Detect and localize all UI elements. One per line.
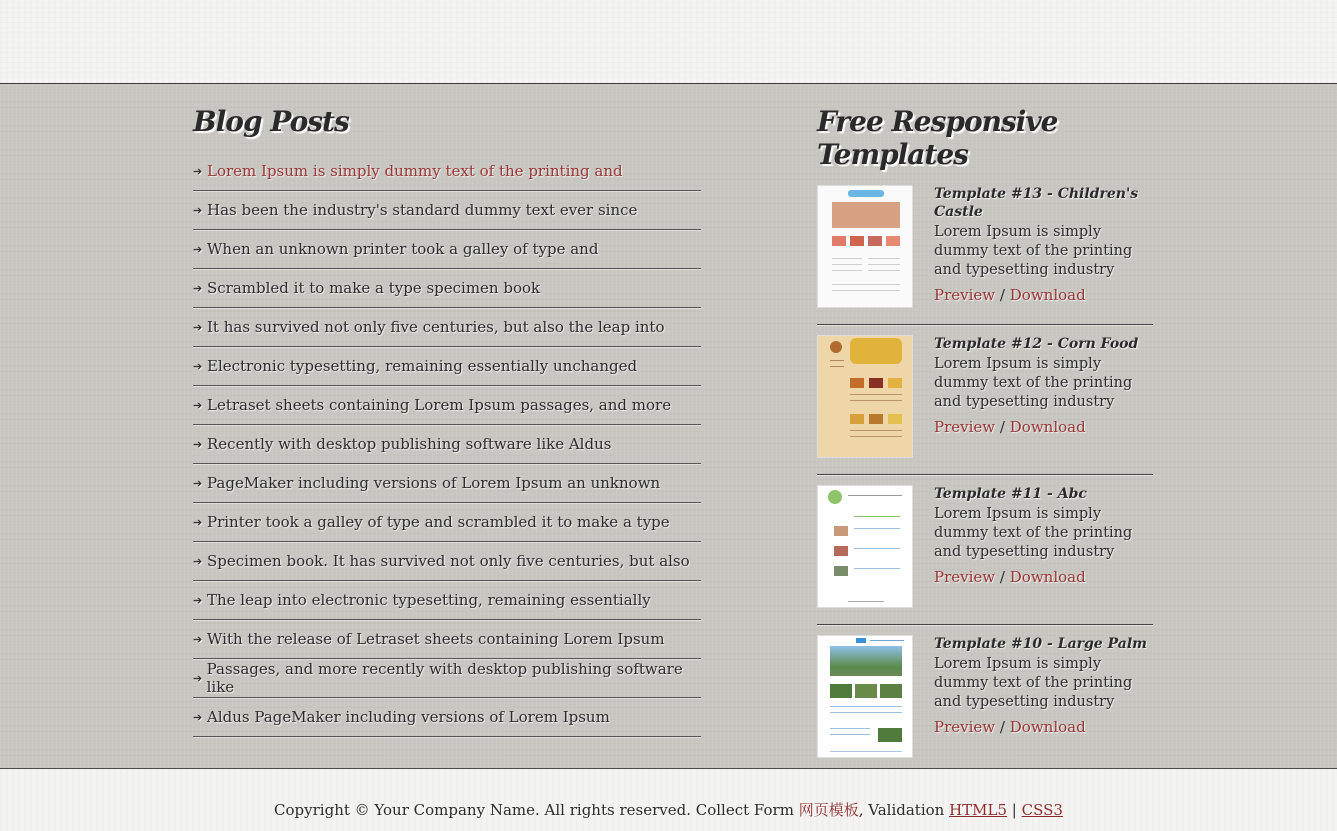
thumb-text-line (868, 270, 900, 271)
template-links (934, 568, 1156, 586)
arrow-icon: ➔ (193, 710, 203, 724)
preview-link[interactable]: Preview (934, 568, 996, 586)
template-description: Lorem Ipsum is simply dummy text of the printing and typesetting industry (934, 656, 1133, 710)
arrow-icon: ➔ (193, 359, 203, 373)
arrow-icon: ➔ (193, 554, 203, 568)
arrow-icon: ➔ (193, 398, 203, 412)
thumb-text-line (868, 258, 900, 259)
blog-post-item[interactable] (193, 425, 701, 464)
thumb-footer (848, 601, 884, 602)
css3-link[interactable]: CSS3 (1021, 801, 1063, 819)
thumb-text-line (854, 516, 900, 517)
thumb-footer (830, 751, 902, 752)
download-link[interactable]: Download (1009, 286, 1086, 304)
link-separator: / (999, 718, 1005, 736)
thumb-text-line (850, 394, 902, 395)
thumb-photo (834, 546, 848, 556)
blog-post-item[interactable] (193, 542, 701, 581)
template-title: Template #13 - Children's Castle (934, 186, 1139, 220)
template-links (934, 286, 1156, 304)
thumb-text-line (832, 270, 862, 271)
arrow-icon: ➔ (193, 164, 203, 178)
template-description: Lorem Ipsum is simply dummy text of the printing and typesetting industry (934, 224, 1133, 278)
template-title: Template #10 - Large Palm (934, 636, 1147, 652)
blog-post-item[interactable] (193, 386, 701, 425)
blog-post-link[interactable]: Aldus PageMaker including versions of Lorem Ipsum (207, 708, 610, 726)
thumb-photo (888, 414, 902, 424)
link-separator: / (999, 286, 1005, 304)
blog-post-link[interactable]: Recently with desktop publishing software like Aldus (207, 435, 612, 453)
thumb-photo (886, 236, 900, 246)
arrow-icon: ➔ (193, 476, 203, 490)
thumb-text-line (850, 400, 902, 401)
arrow-icon: ➔ (193, 281, 203, 295)
thumb-photo (850, 338, 902, 364)
template-card (817, 485, 1153, 625)
blog-post-item[interactable] (193, 503, 701, 542)
template-thumbnail-abc[interactable] (817, 485, 913, 608)
validation-text: , Validation (858, 801, 950, 819)
thumb-text-line (868, 264, 900, 265)
thumb-text-line (832, 264, 862, 265)
link-separator: / (999, 418, 1005, 436)
thumb-logo (828, 490, 842, 504)
blog-post-link[interactable]: Has been the industry's standard dummy text ever since (207, 201, 638, 219)
download-link[interactable]: Download (1009, 568, 1086, 586)
blog-posts-section (193, 105, 701, 737)
thumb-photo (832, 202, 900, 228)
footer-text (0, 799, 1337, 820)
thumb-text-line (830, 712, 902, 713)
arrow-icon: ➔ (193, 632, 203, 646)
blog-post-link[interactable]: Electronic typesetting, remaining essentially unchanged (207, 357, 638, 375)
blog-post-item[interactable] (193, 581, 701, 620)
thumb-photo (850, 414, 864, 424)
thumb-photo (830, 646, 902, 676)
arrow-icon: ➔ (193, 437, 203, 451)
html5-link[interactable]: HTML5 (949, 801, 1008, 819)
blog-post-item[interactable] (193, 269, 701, 308)
thumb-text-line (850, 430, 902, 431)
blog-post-link[interactable]: The leap into electronic typesetting, remaining essentially (207, 591, 651, 609)
blog-posts-heading: Blog Posts (193, 105, 349, 138)
thumb-photo (855, 684, 877, 698)
thumb-photo (850, 378, 864, 388)
arrow-icon: ➔ (193, 593, 203, 607)
preview-link[interactable]: Preview (934, 718, 996, 736)
template-title: Template #11 - Abc (934, 486, 1087, 502)
thumb-photo (850, 236, 864, 246)
template-card (817, 335, 1153, 475)
templates-section (817, 105, 1153, 785)
template-description: Lorem Ipsum is simply dummy text of the printing and typesetting industry (934, 506, 1133, 560)
template-info (934, 185, 1156, 304)
blog-post-link[interactable]: It has survived not only five centuries, but also the leap into (207, 318, 665, 336)
template-thumbnail-corn-food[interactable] (817, 335, 913, 458)
thumb-text-line (850, 436, 902, 437)
blog-post-link[interactable]: With the release of Letraset sheets containing Lorem Ipsum (207, 630, 665, 648)
template-thumbnail-childrens-castle[interactable] (817, 185, 913, 308)
thumb-photo (878, 728, 902, 742)
arrow-icon: ➔ (193, 671, 203, 685)
blog-post-item[interactable] (193, 347, 701, 386)
thumb-photo (834, 526, 848, 536)
footer (0, 769, 1337, 831)
arrow-icon: ➔ (193, 320, 203, 334)
arrow-icon: ➔ (193, 242, 203, 256)
thumb-text-line (854, 528, 900, 529)
thumb-banner (848, 190, 884, 197)
template-info (934, 485, 1156, 586)
thumb-text-line (854, 548, 900, 549)
blog-post-link[interactable]: Scrambled it to make a type specimen book (207, 279, 541, 297)
blog-post-link[interactable]: Passages, and more recently with desktop publishing software like (206, 660, 683, 696)
thumb-text-line (830, 706, 902, 707)
blog-posts-list (193, 152, 701, 737)
footer-separator: | (1007, 801, 1022, 819)
blog-post-item[interactable] (193, 308, 701, 347)
download-link[interactable]: Download (1009, 418, 1086, 436)
thumb-photo (830, 684, 852, 698)
blog-post-item[interactable] (193, 698, 701, 737)
thumb-photo (888, 378, 902, 388)
template-title: Template #12 - Corn Food (934, 336, 1139, 352)
template-info (934, 635, 1156, 736)
download-link[interactable]: Download (1009, 718, 1086, 736)
thumb-photo (868, 236, 882, 246)
arrow-icon: ➔ (193, 203, 203, 217)
thumb-logo (830, 341, 842, 353)
thumb-text-line (830, 728, 870, 729)
preview-link[interactable]: Preview (934, 286, 996, 304)
thumb-nav (856, 638, 866, 643)
template-card (817, 635, 1153, 775)
template-description: Lorem Ipsum is simply dummy text of the printing and typesetting industry (934, 356, 1133, 410)
thumb-text-line (830, 360, 844, 361)
thumb-text-line (830, 734, 870, 735)
thumb-photo (832, 236, 846, 246)
copyright-text: Copyright © Your Company Name. All rights reserved. Collect Form (274, 801, 799, 819)
blog-post-item[interactable] (193, 230, 701, 269)
blog-post-item[interactable] (193, 464, 701, 503)
thumb-photo (869, 414, 883, 424)
templates-list (817, 185, 1153, 775)
thumb-text-line (832, 258, 862, 259)
top-band (0, 0, 1337, 84)
template-info (934, 335, 1156, 436)
templates-heading: Free Responsive Templates (817, 105, 1058, 171)
link-separator: / (999, 568, 1005, 586)
blog-post-item[interactable] (193, 620, 701, 659)
thumb-text-line (854, 568, 900, 569)
blog-post-link[interactable]: Letraset sheets containing Lorem Ipsum passages, and more (207, 396, 672, 414)
blog-post-link[interactable]: PageMaker including versions of Lorem Ipsum an unknown (207, 474, 661, 492)
arrow-icon: ➔ (193, 515, 203, 529)
collect-form-link[interactable]: 网页模板 (798, 801, 859, 819)
blog-post-link[interactable]: When an unknown printer took a galley of type and (207, 240, 599, 258)
blog-post-link[interactable]: Specimen book. It has survived not only five centuries, but also (207, 552, 690, 570)
blog-post-item[interactable] (193, 191, 701, 230)
thumb-photo (869, 378, 883, 388)
thumb-photo (880, 684, 902, 698)
thumb-text-line (832, 284, 900, 285)
blog-post-link[interactable]: Lorem Ipsum is simply dummy text of the printing and (207, 162, 623, 180)
template-links (934, 418, 1156, 436)
blog-post-item[interactable] (193, 152, 701, 191)
template-links (934, 718, 1156, 736)
preview-link[interactable]: Preview (934, 418, 996, 436)
blog-post-item[interactable] (193, 659, 701, 698)
thumb-photo (834, 566, 848, 576)
thumb-text-line (830, 366, 844, 367)
template-thumbnail-large-palm[interactable] (817, 635, 913, 758)
template-card (817, 185, 1153, 325)
thumb-nav (870, 640, 904, 641)
thumb-text-line (832, 290, 900, 291)
blog-post-link[interactable]: Printer took a galley of type and scrambled it to make a type (207, 513, 670, 531)
thumb-nav (848, 495, 902, 496)
